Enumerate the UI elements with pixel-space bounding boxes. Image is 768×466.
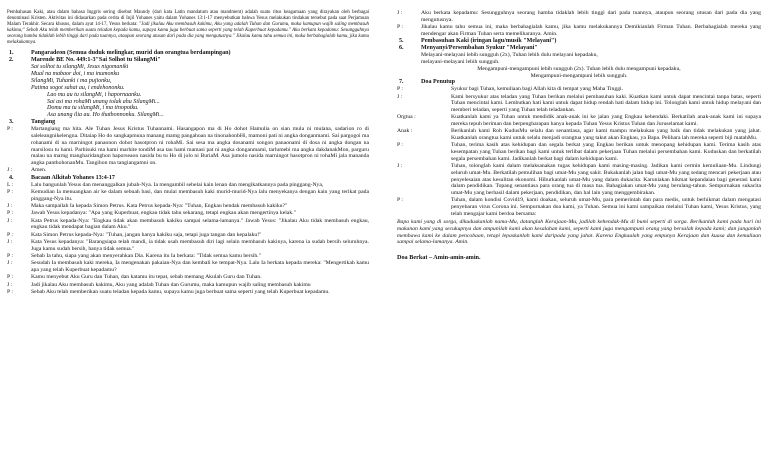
lyric-line: melayani-melayani lebih sungguh. — [421, 59, 500, 66]
reading-line: P : Jawab Yesus kepadanya: "Apa yang Kuperbuat, engkau tidak tahu sekarang, tetapi engkau akan mengertinya kelak." — [7, 210, 296, 217]
song-line: Patima sogot sahat au, i endehononku. — [31, 84, 125, 91]
prayer-line: Anak : Berikanlah kami Roh KudusMu selalu dan senantiasa, agar kami mampu melakukan yang baik dan tidak melakukan yang jahat. Kuatkanlah orangtua kami untuk selalu menjadi orangtua yang takut akan Engkau, ya Bapa. Pelihara lah mereka seperti biji matahMu. — [397, 128, 761, 142]
prayer-line: Orgtua : Kuatkanlah kami ya Tuhan untuk mendidik anak-anak ini ke jalan yang Engkau kehendaki. Berkatilah anak-anak kami ini supaya mereka tepuh beriman dan berpengharapan hanya kepada Tuhan Yesus Kristus Tuhan dan Juruselamat kami. — [397, 114, 761, 128]
right-column — [397, 10, 761, 261]
reading-line: P : Kemudian Ia menuangkan air ke dalam sebuah basi, dan mulai membasuh kaki murid-murid-Nya lalu menyekanya dengan kain yang terikat pada pinggang-Nya itu. — [7, 189, 369, 202]
closing-prayer — [397, 86, 761, 217]
prayer-line: P : Tuhan, dalam kondisi Covid19, kami doakan, seluruh umat-Mu, para pemerintah dan para medis, untuk berhikmat dalam mengatasi penyebaran virus Corona ini. Sempurnakan doa kami, ya Tuhan. Semua ini kami sampaikan melalui Tuhan kami, Yesus Kristus, yang telah mengajar kami berdoa bersama: — [397, 197, 761, 217]
prayer-line: J : Kami bersyukur atas teladan yang Tuhan berikan melalui pembasuhan kaki. Kuatkan kami untuk dapat mencintai tanpa batas, seperti Tuhan mencintai kami. Lembutkan hati kami untuk dapat hidup rendah hati dalam hidup ini. Tolonglah kami untuk hidup melayani dan memberi teladan, seperti yang Tuhan telah teladankan. — [397, 93, 761, 114]
amen-line: J : Amen. — [7, 167, 47, 174]
reading-line: J : Sesudah Ia membasuh kaki mereka, Ia mengenakan pakaian-Nya dan kembali ke tempat-Nya. Lalu Ia berkata kepada mereka: "Mengertikah kamu apa yang telah Kuperbuat kepadamu? — [7, 260, 369, 273]
song-line: SilangMi, Tuhanki i ma pujionku, — [31, 77, 112, 84]
reading-line: P : Jikalau kamu tahu semua ini, maka berbahagialah kamu, jika kamu melakukannya Demikianlah Firman Tuhan. Berbahagialah mereka yang mendengar akan Firman Tuhan serta memeliharanya. Amin. — [397, 24, 761, 37]
section-heading-1: 1. Pangaradeon (Semua duduk melingkar, murid dan orangtua berdampingan) — [9, 49, 231, 56]
reading-line: P : Sebab Aku telah memberikan suatu teladan kepada kamu, supaya kamu juga berbuat sama seperti yang telah Kuperbuat kepadamu. — [7, 288, 330, 295]
section-heading-6: 6. Menyanyi/Persembahan Syukur "Melayani" — [399, 45, 538, 52]
song-line: Mual na mabaor doi, i ma inumonku — [31, 70, 120, 77]
song-lyrics — [7, 64, 369, 119]
prayer-line: J : Tuhan, tolonglah kami dalam melaksanakan tugas kehidupan kami masing-masing. Jadikan kami cermin kemuliaan-Mu. Lindungi seluruh umat-Mu. Berkatilah pemulihan bagi umat-Mu yang sakit. Bukakanlah jalan bagi umat-Mu yang sedang mencari pekerjaan atau penyelesaian atas kesulitan ekonomi. Hiburkanlah umat-Mu yang dalam dukacita. Karuniakan hikmat kepandaian bagi generasi kami dalam pendidikan. Topang senantiasa para orang tua di masa tua. Bahagiakan umat-Mu yang berulang-tahun. Sempurnakan sukacita umat-Mu yang berhasil dalam pekerjaan, pendidikan, dan hal lain yang menggembirakan. — [397, 163, 761, 196]
song-line: Sai solhot tu silangMi, Jesus nigomaniki — [31, 63, 129, 70]
reading-line: J : Kata Yesus kepadanya: "Barangsiapa telah mandi, ia tidak usah membasuh diri lagi selain membasuh kakinya, karena ia sudah bersih seluruhnya. Juga kamu sudah bersih, hanya tidak semua." — [7, 238, 369, 252]
reading-line: J : Maka sampailah Ia kepada Simon Petrus. Kata Petrus kepada-Nya: "Tuhan, Engkau hendak membasuh kakiku?" — [7, 203, 288, 210]
song-line: Lao mu au tu silangMi, i hapornaanku. — [47, 91, 142, 98]
benediction-line: Doa Berkat – Amin-amin-amin. — [397, 253, 481, 261]
section-heading-2: 2. Marende BE No. 449:1-3"Sai Solhot tu SilangMi" — [9, 56, 161, 63]
prayer-line: P : Syukur bagi Tuhan, kemuliaan bagi Allah kita di tempat yang Maha Tinggi. — [397, 86, 624, 93]
section-heading-5: 5. Pembasuhan Kaki (iringan lagu/musik "Melayani") — [399, 38, 557, 44]
section-heading-3: 3. Tangiang — [9, 119, 56, 126]
song-line: Sai asi ma rohaMi unang tolak ahu SilangMi... — [47, 98, 160, 105]
lyric-line: Mengampuni-mengampuni lebih sungguh (2x). Tuhan lebih dulu mengampuni kepadaku, — [477, 65, 681, 72]
left-column — [7, 10, 369, 296]
song-line: Domu ma tu silangMi, i ma tinopotku. — [47, 105, 139, 112]
intro-lead: Pembahasan Kaki, atau dalam bahasa Inggris sering disebut Maundy (dari kata Latin mandatum atau mandment) adalah suatu ritus keagamaan yang dirayakan oleh berbagai denominasi Kristen. Aktivitas ini didasarkan pada cerita di Injil Yohanes yaitu dalam Yohanes 13:1-17 menyebutkan bahwa Yesus melakukan tindakan tersebut pada saat Perjamuan Malam Terakhir. Secara khusus, dalam ayat 14-17, Yesus berkata: — [7, 10, 369, 28]
prayer-paragraph: P : Martangiang ma hita. Ale Tuhan Jesus Kristus Tuhannami. Hasangapon ma di Ho dohot Hamulia on sian mula ni mulana, sadarion ro di saleleangnikelengna. Ditaiap Ho do sangkapmuna manang mamg pangahoan na tinonahonbHi, mamoni pati ni angka donganmami. Sai pargogoi ma rohanami di na marningot panaonon dohot hasotpron ni rohaMi. Sai sesa ma angka dosanami songon panaonami di dosa ni angka dongan na marsilosu tu hami. Parbisuki ma hami marhite tondiM asa tau hami mamasi pat ni angka donganmami, tarlumebi ma angka dakdanakMon, parguru malau na marng mangharidanghon haporseaon nasida bu tu Ho di jolo ni BuriaM. Asa jumolo nasida marningot hasotpron ni rohaMi jala mananda angka panthohonanMu. Tangihon ma tangiangamni on. — [7, 126, 369, 166]
lords-prayer: Bapa kami yang di sorga, dikuduskanlah nama-Mu, datanglah Kerajaan-Mu, jadilah kehendak-Mu di bumi seperti di sorga. Berikanlah kami pada hari ini makanan kami yang secukupnya dan ampunilah kami akan kesalahan kami, seperti kami juga mengampuni orang yang bersalah kepada kami; dan janganlah membawa kami ke dalam pencobaan, tetapi lepaskanlah kami daripada yang jahat. Karena Engkaulah yang empunya Kerajaan dan kuasa dan kemuliaan sampai selama-lamanya. Amin. — [397, 219, 761, 246]
reading-line: P : Kamu menyebut Aku Guru dan Tuhan, dan katamu itu tepat, sebab memang Akulah Guru dan Tuhan. — [7, 274, 262, 281]
prayer-line: P : Tuhan, terima kasih atas kehidupan dan segala berkat yang Engkau berikan untuk menopang kehidupan kami. Terima kasih atas kesempatan yang Tuhan berikan bagi kami untuk terlibat dalam pekerjaan Tuhan melalui persembahan kami. Kuduskan dan berkatilah segala persembahan kami. Jadikanlah berkat bagi dalam kehidupan kami. — [397, 142, 761, 162]
bible-reading — [7, 182, 369, 296]
melayani-lyrics — [397, 52, 761, 79]
reading-line: P : Kata Simon Petrus kepada-Nya: "Tuhan, jangan hanya kakiku saja, tetapi juga tangan dan kepalaku!" — [7, 231, 262, 238]
reading-line: P : Sebab Ia tahu, siapa yang akan menyerahkan Dia. Karena itu Ia berkata: "Tidak semua kamu bersih." — [7, 252, 261, 259]
lyric-line: Melayani-melayani lebih sungguh (2x), Tuhan lebih dulu melayani kepadaku, — [421, 52, 598, 59]
section-heading-4: 4. Bacaan Alkitab Yohanes 13:4-17 — [9, 174, 115, 181]
reading-line: J : Jadi jikalau Aku membasuh kakimu, Aku yang adalah Tuhan dan Gurumu, maka kamupun wajib saling membasuh kakimu — [7, 281, 311, 288]
reading-line: J : Kata Petrus kepada-Nya: "Engkau tidak akan membasuh kakiku sampai selama-lamanya." Jawab Yesus: "Jikalau Aku tidak membasuh engkau, engkau tidak mendapat bagian dalam Aku." — [7, 217, 369, 231]
intro-quote: "Jadi jikalau Aku membasuh kakimu, Aku yang adalah Tuhan dan Gurumu, maka kamupun wajib saling membasuh kakimu;" Sebab Aku telah memberikan suatu teladan kepada kamu, supaya kamu juga berbuat sama seperti yang telah Kuperbuat kepadamu." Aku berkata kepadamu: Sesungguhnya seorang hamba tidaklah lebih tinggi dari pada tuannya, ataupun seorang utusan dari pada dia yang mengutusnya." Jikalau kamu tahu semua ini, maka berbahagialah kamu, jika kamu melakukannya. — [7, 22, 369, 46]
song-line: Asa unang ilia au. Ho thathonnonku. SilangMi... — [47, 112, 164, 119]
intro-paragraph — [7, 10, 369, 47]
reading-line: J : Aku berkata kepadamu: Sesungguhnya seorang hamba tidaklah lebih tinggi dari pada tuannya, ataupun seorang utusan dari pada dia yang mengutusnya. — [397, 10, 761, 23]
section-heading-7: 7. Doa Penutup — [399, 79, 456, 86]
lyric-line: Mengampuni-mengampuni lebih sungguh. — [530, 72, 628, 79]
reading-line: L : Lalu bangunlah Yesus dan menanggalkan jubah-Nya. Ia mengambil sehelai kain lenan dan mengikatkannya pada pinggang-Nya, — [7, 181, 324, 188]
